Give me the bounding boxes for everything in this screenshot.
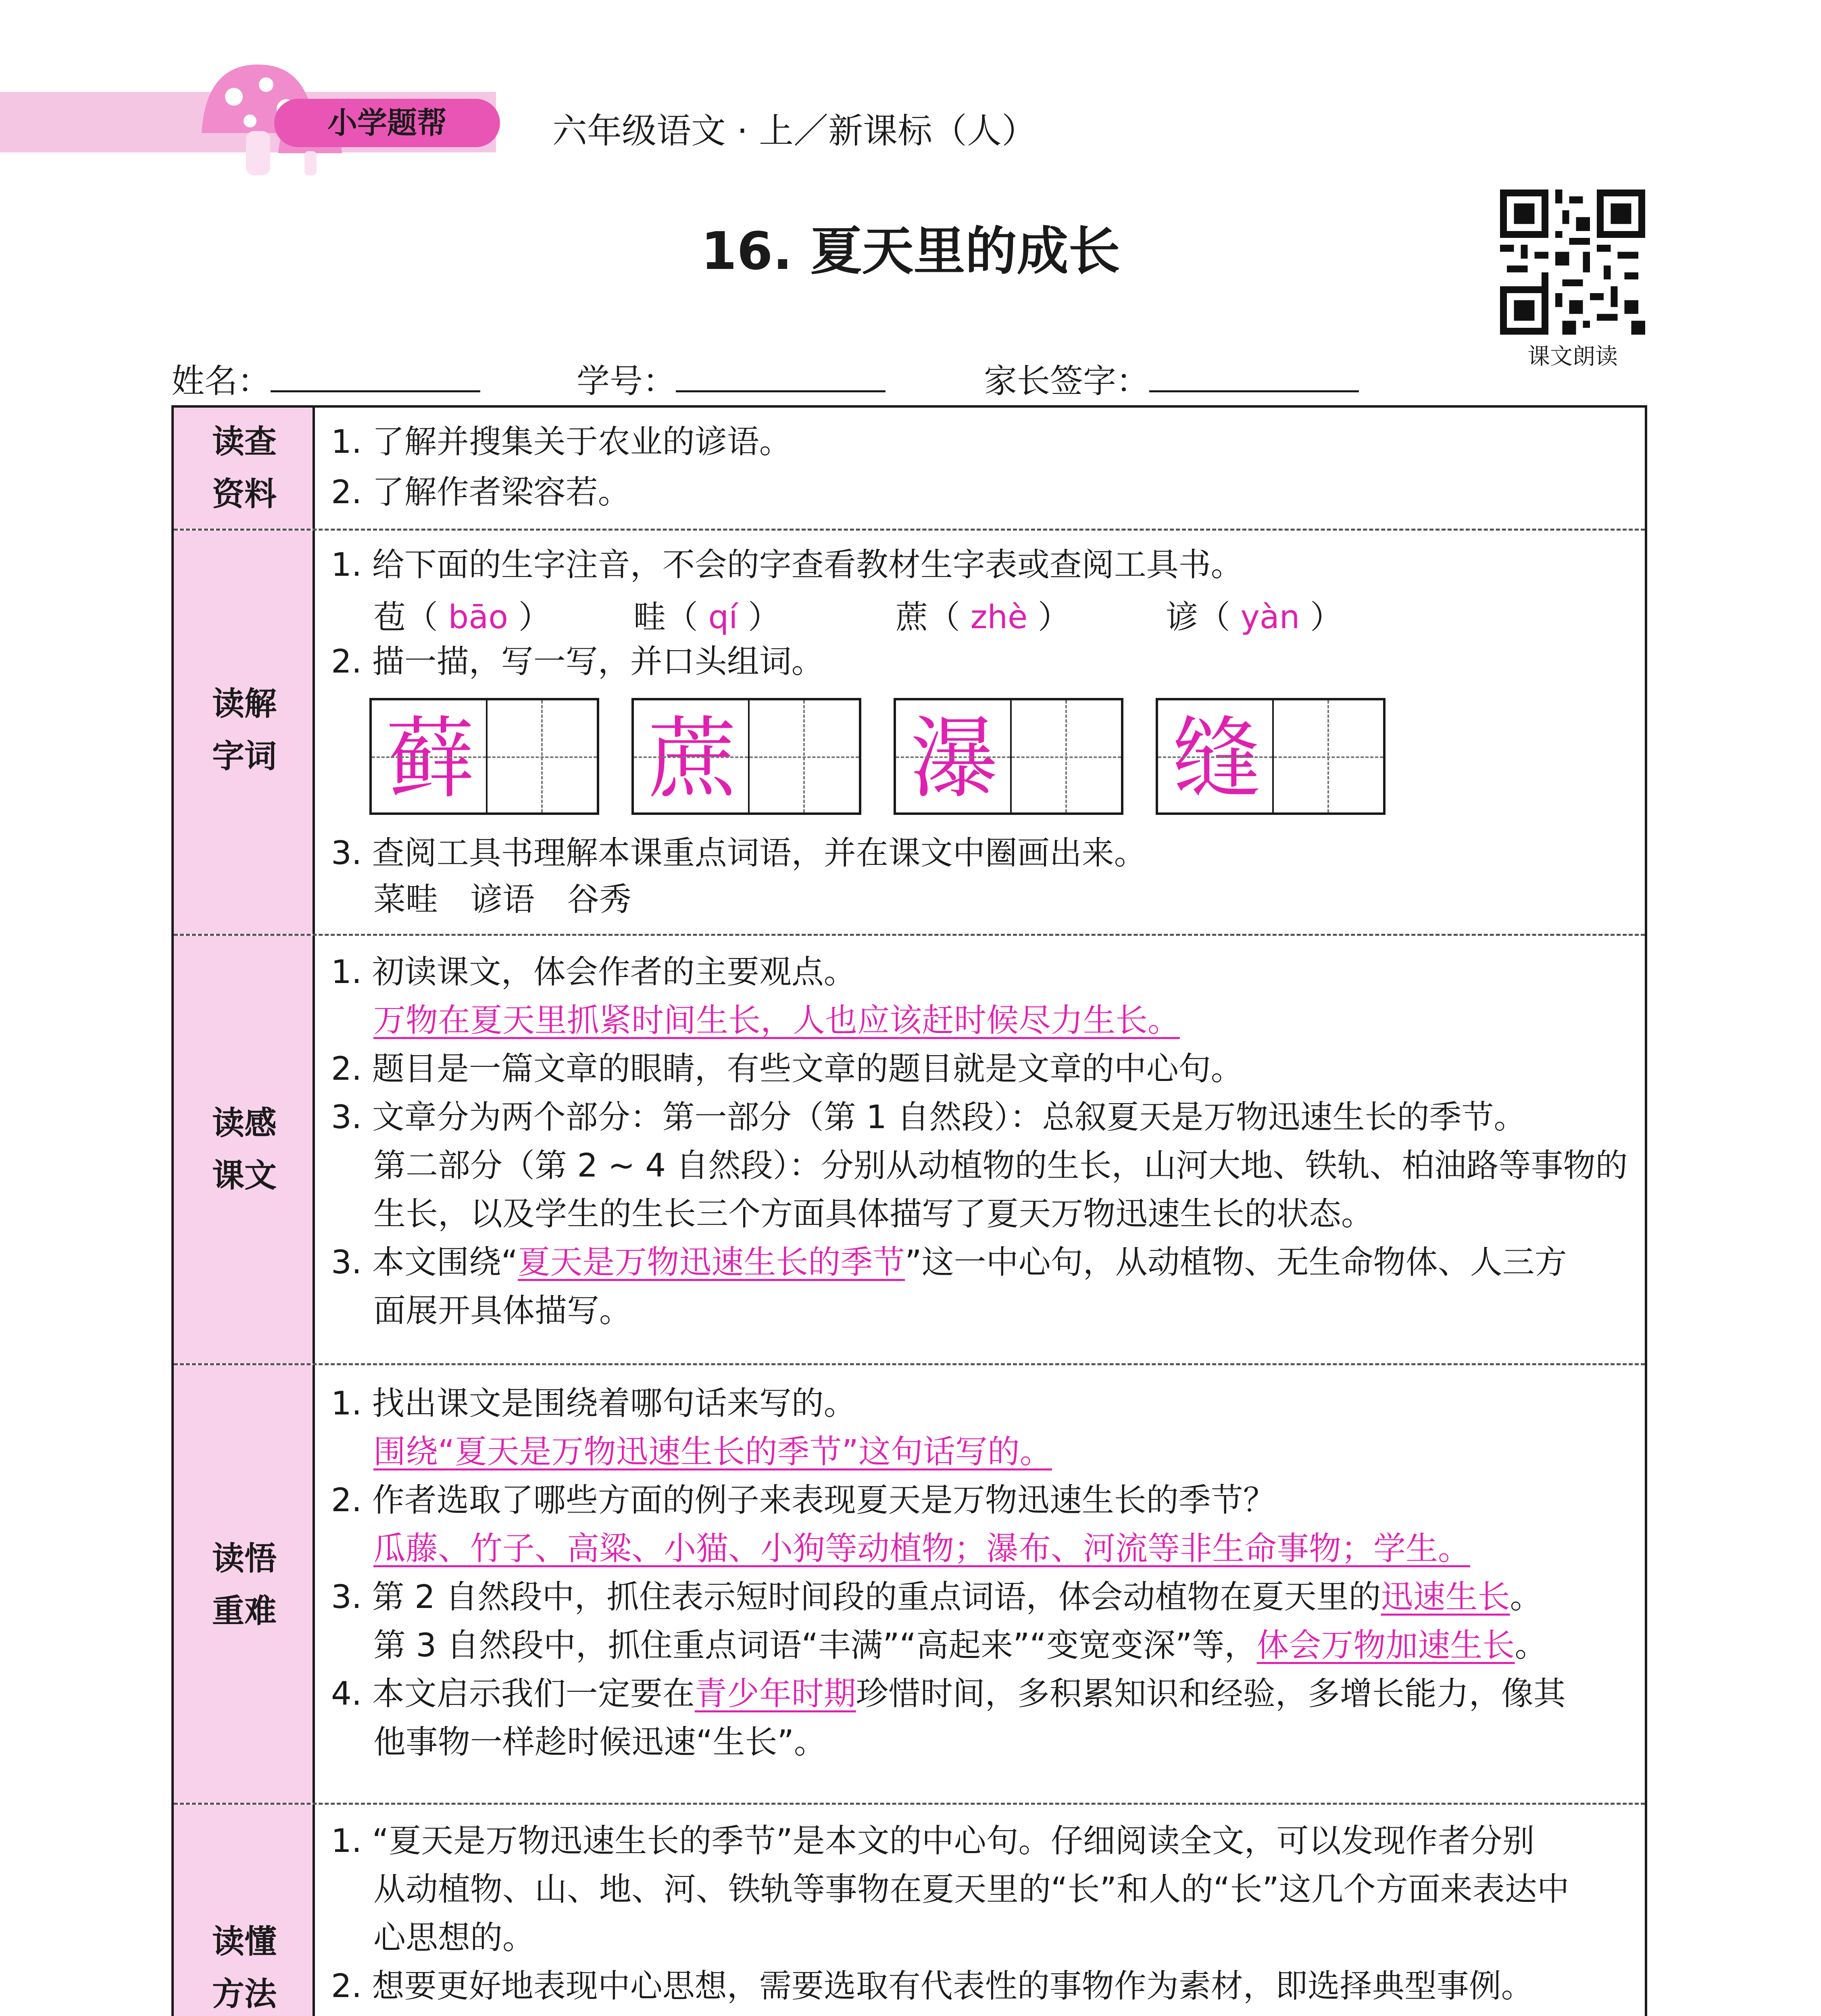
- section-label-3b: 课文: [212, 1157, 277, 1194]
- section-divider: [174, 1803, 1645, 1805]
- writing-grid[interactable]: [1156, 698, 1386, 815]
- s3-line-3: 3. 文章分为两个部分：第一部分（第 1 自然段）：总叙夏天是万物迅速生长的季节。: [331, 1098, 1526, 1136]
- qr-code-icon[interactable]: [1500, 190, 1645, 335]
- student-id-field: [577, 355, 885, 402]
- section-label-4a: 读悟: [212, 1540, 277, 1577]
- section-label-1b: 资料: [212, 475, 277, 513]
- grid-char: 蔗: [648, 707, 737, 810]
- s3-answer-1[interactable]: 万物在夏天里抓紧时间生长，人也应该赶时候尽力生长。: [373, 1002, 1180, 1039]
- s4-line-5: 4. 本文启示我们一定要在青少年时期珍惜时间，多积累知识和经验，多增长能力，像其: [331, 1675, 1566, 1712]
- series-name: 小学题帮: [327, 106, 447, 140]
- section-divider: [174, 934, 1645, 936]
- pinyin-item-4: 谚（ yàn ）: [1166, 598, 1342, 636]
- pinyin-item-3: 蔗（ zhè ）: [896, 598, 1070, 636]
- s2-key-words: 菜畦 谚语 谷秀: [373, 881, 631, 918]
- lesson-title: 16. 夏天里的成长: [701, 221, 1120, 281]
- s4-answer-1[interactable]: 围绕“夏天是万物迅速生长的季节”这句话写的。: [373, 1433, 1052, 1470]
- s4-line-1: 1. 找出课文是围绕着哪句话来写的。: [331, 1385, 856, 1422]
- s3-answer-2[interactable]: 夏天是万物迅速生长的季节: [518, 1243, 905, 1281]
- section-label-2b: 字词: [212, 737, 277, 775]
- book-info: 六年级语文 · 上／新课标（人）: [552, 111, 1037, 151]
- section-label-4b: 重难: [212, 1592, 277, 1630]
- section-divider: [174, 529, 1645, 531]
- section-label-5b: 方法: [212, 1975, 277, 2013]
- s4-answer-5[interactable]: 青少年时期: [694, 1675, 856, 1712]
- grid-char: 藓: [385, 707, 475, 810]
- name-field: [171, 355, 480, 402]
- name-input-line[interactable]: [271, 362, 480, 392]
- grid-char: 缝: [1172, 707, 1261, 810]
- section-label-3a: 读感: [212, 1104, 277, 1142]
- section-label-5a: 读懂: [212, 1923, 277, 1960]
- pinyin-answer-2[interactable]: qí: [708, 598, 738, 636]
- s4-answer-2[interactable]: 瓜藤、竹子、高粱、小猫、小狗等动植物；瀑布、河流等非生命事物；学生。: [373, 1530, 1470, 1567]
- pinyin-answer-1[interactable]: bāo: [448, 598, 508, 636]
- s5-line-1: 1. “夏天是万物迅速生长的季节”是本文的中心句。仔细阅读全文，可以发现作者分别: [331, 1822, 1535, 1860]
- s5-line-2: 从动植物、山、地、河、铁轨等事物在夏天里的“长”和人的“长”这几个方面来表达中: [373, 1870, 1569, 1908]
- name-label: 姓名：: [171, 362, 271, 400]
- s4-line-4: 第 3 自然段中，抓住重点词语“丰满”“高起来”“变宽变深”等，体会万物加速生长。: [373, 1627, 1547, 1664]
- s5-line-3: 心思想的。: [373, 1919, 535, 1956]
- preview-table: [171, 405, 1647, 2016]
- section-divider: [174, 1363, 1645, 1365]
- s4-line-6: 他事物一样趁时候迅速“生长”。: [373, 1723, 826, 1761]
- s3-line-2: 2. 题目是一篇文章的眼睛，有些文章的题目就是文章的中心句。: [331, 1050, 1243, 1087]
- s3-line-7: 面展开具体描写。: [373, 1292, 631, 1329]
- s2-question-2: 2. 描一描，写一写，并口头组词。: [331, 643, 824, 680]
- s4-answer-4[interactable]: 体会万物加速生长: [1256, 1627, 1515, 1664]
- writing-grid[interactable]: [631, 698, 861, 815]
- grid-char: 瀑: [910, 707, 999, 810]
- section-label-2a: 读解: [212, 685, 277, 723]
- s3-line-6: 3. 本文围绕“夏天是万物迅速生长的季节”这一中心句，从动植物、无生命物体、人三方: [331, 1243, 1567, 1281]
- student-id-label: 学号：: [577, 362, 676, 400]
- s4-line-2: 2. 作者选取了哪些方面的例子来表现夏天是万物迅速生长的季节？: [331, 1481, 1275, 1519]
- qr-caption: 课文朗读: [1527, 344, 1618, 370]
- s2-question-1: 1. 给下面的生字注音，不会的字查看教材生字表或查阅工具书。: [331, 546, 1243, 583]
- s5-line-4: 2. 想要更好地表现中心思想，需要选取有代表性的事物作为素材，即选择典型事例。: [331, 1967, 1533, 2005]
- pinyin-answer-4[interactable]: yàn: [1240, 598, 1300, 636]
- s3-line-1: 1. 初读课文，体会作者的主要观点。: [331, 953, 856, 991]
- parent-signature-input-line[interactable]: [1149, 362, 1359, 392]
- s3-line-4: 第二部分（第 2 ~ 4 自然段）：分别从动植物的生长，山河大地、铁轨、柏油路等事物的: [373, 1147, 1628, 1184]
- pinyin-answer-3[interactable]: zhè: [970, 598, 1028, 636]
- s1-line-1: 1. 了解并搜集关于农业的谚语。: [331, 423, 792, 460]
- s3-line-5: 生长，以及学生的生长三个方面具体描写了夏天万物迅速生长的状态。: [373, 1195, 1373, 1233]
- parent-signature-label: 家长签字：: [984, 362, 1150, 400]
- parent-signature-field: [984, 355, 1359, 402]
- s2-question-3: 3. 查阅工具书理解本课重点词语，并在课文中圈画出来。: [331, 834, 1146, 872]
- pinyin-item-2: 畦（ qí ）: [633, 598, 780, 636]
- pinyin-item-1: 苞（ bāo ）: [373, 598, 551, 636]
- section-label-1a: 读查: [212, 423, 277, 460]
- s1-line-2: 2. 了解作者梁容若。: [331, 473, 630, 511]
- student-id-input-line[interactable]: [676, 362, 885, 392]
- s4-line-3: 3. 第 2 自然段中，抓住表示短时间段的重点词语，体会动植物在夏天里的迅速生长。: [331, 1578, 1542, 1616]
- writing-grid[interactable]: [369, 698, 599, 815]
- writing-grid[interactable]: [894, 698, 1123, 815]
- s4-answer-3[interactable]: 迅速生长: [1381, 1578, 1510, 1616]
- s5-line-5: [373, 2014, 1600, 2016]
